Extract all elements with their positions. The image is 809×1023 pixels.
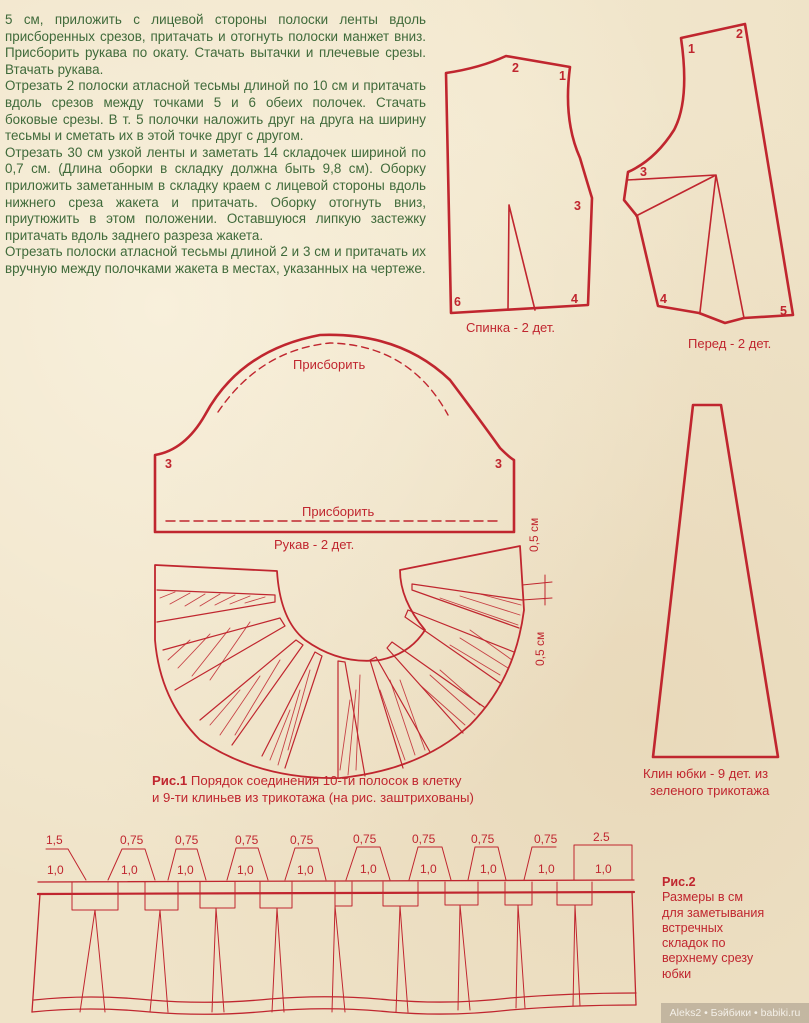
dim-inner: 1,0 — [480, 862, 497, 876]
skirt-gore-caption-1: Клин юбки - 9 дет. из — [643, 766, 769, 781]
dim-top: 0,75 — [235, 833, 259, 847]
fig1-caption-line1: Порядок соединения 10-ти полосок в клетку — [187, 773, 462, 788]
fig2-desc-line: верхнему срезу — [662, 951, 754, 966]
sleeve-point-3-left: 3 — [165, 457, 172, 471]
dim-top: 0,75 — [120, 833, 144, 847]
instruction-paragraph: 5 см, приложить с лицевой стороны полоски ленты вдоль присборенных срезов, притачать и отогнуть полоски манжет вниз. Присборить рукава по окату. Стачать вытачки и плечевые срезы. Втачать рукава. — [5, 12, 426, 77]
dim-inner: 1,0 — [297, 863, 314, 877]
instruction-paragraph: Отрезать 30 см узкой ленты и заметать 14 складочек шириной по 0,7 см. (Длина оборки в складку должна быть 9,8 см). Оборку приложить заметанным в складку краем с лицевой стороны вдоль нижнего среза жакета и притачать. Оборку отогнуть вниз, приутюжить в этом положении. Оставшуюся липкую застежку притачать вдоль заднего разреза жакета. — [5, 144, 426, 243]
fig1-caption-line2: и 9-ти клиньев из трикотажа (на рис. заштрихованы) — [152, 790, 474, 805]
sleeve-gather-bottom-label: Присборить — [302, 504, 375, 519]
back-point-1: 1 — [559, 69, 566, 83]
fig2-desc-line: встречных — [662, 920, 724, 935]
back-point-6: 6 — [454, 295, 461, 309]
instruction-paragraph: Отрезать 2 полоски атласной тесьмы длиной по 10 см и притачать вдоль срезов между точками 5 и 6 обеих полочек. Стачать боковые срезы. В т. 5 полочки наложить друг на друга на ширину тесьмы и сметать их в этой точке друг с другом. — [5, 78, 426, 144]
front-point-2: 2 — [736, 27, 743, 41]
dim-inner: 1,0 — [595, 862, 612, 876]
sleeve-caption: Рукав - 2 дет. — [274, 537, 355, 552]
dim-top: 0,75 — [290, 833, 314, 847]
dim-top: 0,75 — [534, 832, 558, 846]
dim-top: 0,75 — [412, 832, 436, 846]
dim-top: 1,5 — [46, 833, 63, 847]
back-caption: Спинка - 2 дет. — [466, 320, 555, 335]
dim-inner: 1,0 — [538, 862, 555, 876]
fig2-desc-line: Размеры в см — [662, 890, 743, 905]
back-point-3: 3 — [574, 199, 581, 213]
front-point-5: 5 — [780, 304, 787, 318]
fig2-caption — [662, 875, 764, 982]
fig2-desc-line: складок по — [662, 936, 726, 951]
dim-top: 2.5 — [593, 830, 610, 844]
dim-inner: 1,0 — [177, 863, 194, 877]
dim-inner: 1,0 — [121, 863, 138, 877]
back-point-2: 2 — [512, 61, 519, 75]
sleeve-gather-top-label: Присборить — [293, 357, 366, 372]
dim-inner: 1,0 — [47, 863, 64, 877]
dim-top: 0,75 — [353, 832, 377, 846]
front-point-3: 3 — [640, 165, 647, 179]
fig1-title: Рис.1 — [152, 773, 188, 788]
back-pattern-piece — [446, 56, 592, 313]
sleeve-point-3-right: 3 — [495, 457, 502, 471]
skirt-gore-piece — [653, 405, 778, 757]
front-point-1: 1 — [688, 42, 695, 56]
fig1-caption — [152, 772, 474, 806]
back-point-4: 4 — [571, 292, 578, 306]
dim-inner: 1,0 — [360, 862, 377, 876]
dim-0-5-top: 0,5 см — [527, 517, 541, 552]
dim-top: 0,75 — [175, 833, 199, 847]
skirt-assembly-diagram — [155, 546, 552, 778]
dim-inner: 1,0 — [420, 862, 437, 876]
dim-inner: 1,0 — [237, 863, 254, 877]
fig2-desc-line: юбки — [662, 966, 692, 981]
front-pattern-piece — [624, 24, 793, 323]
instruction-paragraph: Отрезать полоски атласной тесьмы длиной 2 и 3 см и притачать их вручную между полочками жакета в местах, указанных на чертеже. — [5, 244, 426, 276]
dim-top: 0,75 — [471, 832, 495, 846]
front-point-4: 4 — [660, 292, 667, 306]
fig2-desc-line: для заметывания — [662, 905, 765, 920]
fig2-title: Рис.2 — [662, 875, 696, 889]
skirt-gore-caption-2: зеленого трикотажа — [650, 783, 770, 798]
watermark: Aleks2 • Бэйбики • babiki.ru — [661, 1003, 809, 1023]
front-caption: Перед - 2 дет. — [688, 336, 772, 351]
dim-0-5-bottom: 0,5 см — [533, 631, 547, 666]
